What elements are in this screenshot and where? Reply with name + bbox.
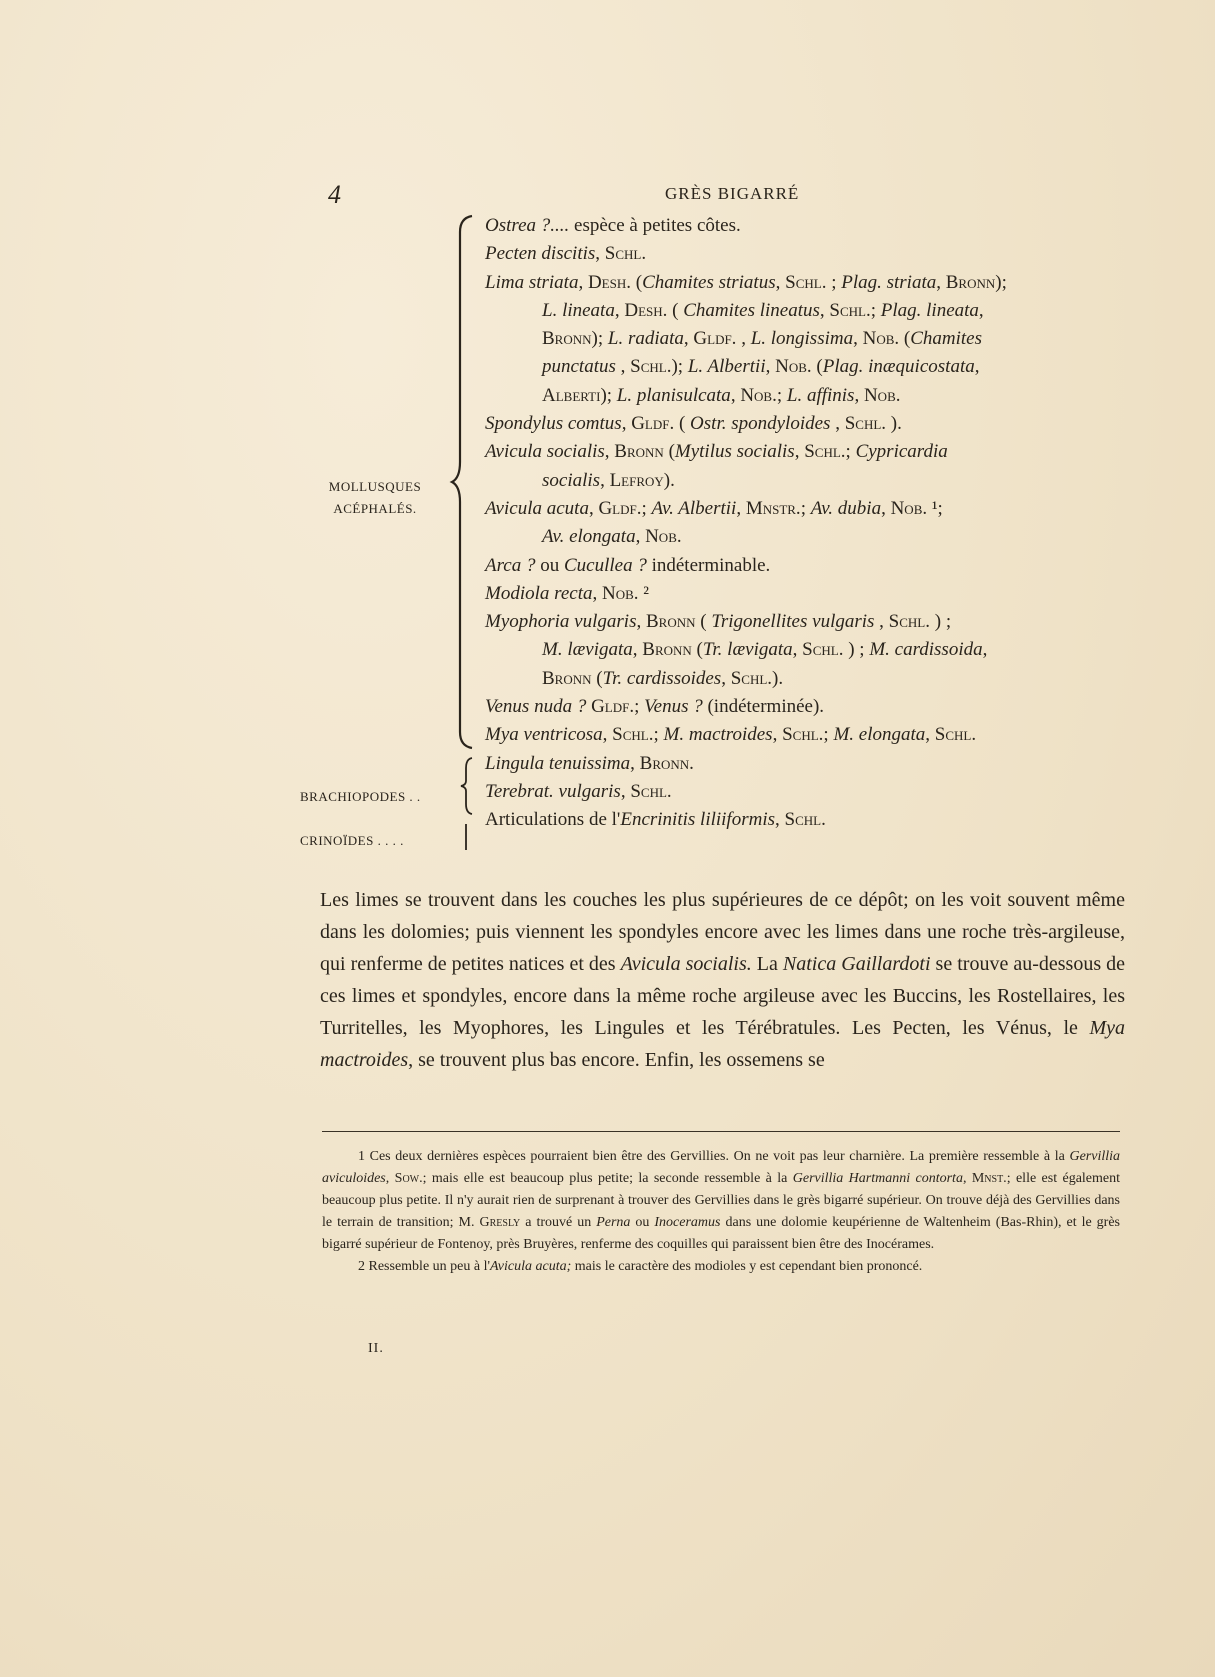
text-run: Mnst. (971, 1171, 1007, 1186)
species-entry (485, 382, 1135, 410)
text-run: , (962, 1171, 972, 1186)
text-run: , (925, 724, 935, 746)
text-run: Natica Gaillardoti (782, 953, 931, 975)
text-run: M. cardissoida (869, 639, 983, 661)
text-run: , (736, 328, 751, 350)
category-brachiopodes: BRACHIOPODES . . (300, 789, 421, 804)
text-run: ; (826, 271, 842, 293)
text-run: a trouvé un (520, 1215, 597, 1230)
species-entry (485, 297, 1135, 325)
text-run: Schl. (782, 724, 824, 746)
text-run: Venus nuda ? (485, 696, 587, 718)
page-number: 4 (328, 180, 341, 209)
text-run: Modiola recta (485, 582, 593, 604)
text-run: M. lævigata (542, 639, 633, 661)
text-run: Nob. (863, 384, 901, 406)
text-run: Gldf. (598, 497, 642, 519)
text-run: Gldf. (631, 413, 675, 435)
text-run: Schl. (630, 780, 672, 802)
category-crinoides: CRINOÏDES . . . . (300, 833, 404, 848)
text-run: Schl. (844, 413, 887, 435)
text-run: ); (591, 328, 608, 350)
category-mollusques (320, 476, 430, 520)
text-run: Nob. (775, 356, 812, 378)
brace-mollusques (448, 212, 478, 752)
text-run: 2 Ressemble un peu à l' (358, 1259, 490, 1274)
text-run: , (630, 752, 640, 774)
text-run: , se trouvent plus bas encore. Enfin, les ossemens se (408, 1049, 825, 1071)
text-run: 1 Ces deux dernières espèces pourraient bien être des Gervillies. On ne voit pas leur charnière. La première ressemble à la (358, 1149, 1070, 1164)
text-run: Bronn (542, 328, 592, 350)
text-run: ; (641, 497, 652, 519)
text-run: Gervillia aviculoides (322, 1149, 1120, 1186)
text-run: ( (899, 328, 911, 350)
species-entry (485, 438, 1135, 466)
text-run: La (751, 953, 783, 975)
text-run: , (982, 639, 988, 661)
text-run: Chamites striatus (642, 271, 776, 293)
text-run: , (604, 441, 615, 463)
text-run: Perna (596, 1215, 631, 1230)
text-run: , (853, 328, 863, 350)
text-run: Bronn (945, 271, 996, 293)
text-run: ; (653, 724, 664, 746)
text-run: Av. elongata (542, 526, 636, 548)
text-run: , (730, 384, 741, 406)
text-run: ¹; (927, 497, 943, 519)
text-run: Venus ? (644, 696, 703, 718)
species-entry (485, 806, 1135, 834)
text-run: ( (691, 639, 703, 661)
text-run: Bronn. (639, 752, 694, 774)
text-run: ² (638, 582, 649, 604)
text-run: Cypricardia (855, 441, 948, 463)
text-run: ( (667, 299, 684, 321)
text-run: L. Albertii (687, 356, 766, 378)
text-run: ( (674, 413, 691, 435)
text-run: Articulations de l' (485, 809, 621, 831)
text-run: , (595, 243, 605, 265)
text-run: Nob. (862, 328, 900, 350)
text-run: ; (776, 384, 787, 406)
text-run: ; (800, 497, 811, 519)
text-run: Avicula acuta; (490, 1259, 572, 1274)
text-run: Schl. (612, 724, 654, 746)
text-run: ; (634, 696, 645, 718)
text-run: Arca ? (485, 554, 536, 576)
text-run: L. longissima (750, 328, 854, 350)
text-run: ); (995, 271, 1007, 293)
text-run: , (794, 441, 805, 463)
text-run: Ostrea ?.... (485, 215, 570, 236)
text-run: Tr. lævigata (702, 639, 793, 661)
species-entry (485, 523, 1135, 551)
text-run: Chamites lineatus (683, 299, 820, 321)
text-run: ( (663, 441, 675, 463)
text-run: Schl. (730, 667, 773, 689)
text-run: Nob. (601, 582, 639, 604)
text-run: , (974, 356, 980, 378)
footnote-2 (322, 1256, 1120, 1278)
text-run: , (385, 1171, 395, 1186)
text-run: Inoceramus (654, 1215, 721, 1230)
species-entry (485, 693, 1135, 721)
text-run: Lima striata (485, 271, 579, 293)
text-run: Lingula tenuissima (485, 752, 631, 774)
species-entry (485, 240, 1135, 268)
text-run: Schl. (802, 639, 844, 661)
text-run: , (600, 469, 610, 491)
text-run: Av. Albertii (651, 497, 737, 519)
text-run: Gldf. (693, 328, 737, 350)
text-run: ; mais elle est beaucoup plus petite; la seconde ressemble à la (422, 1171, 793, 1186)
species-entry (485, 580, 1135, 608)
text-run: , (736, 497, 746, 519)
text-run: Schl. (804, 441, 846, 463)
text-run: ) ; (843, 639, 870, 661)
footnote-1 (322, 1146, 1120, 1256)
text-run: Schl. (604, 243, 647, 265)
text-run: Sow. (394, 1171, 423, 1186)
text-run: , (772, 724, 783, 746)
text-run: ; (870, 299, 881, 321)
text-run: Trigonellites vulgaris (711, 611, 875, 633)
text-run: Spondylus comtus (485, 413, 622, 435)
footnote-rule (322, 1131, 1120, 1132)
text-run: , (936, 271, 946, 293)
text-run: M. mactroides (663, 724, 773, 746)
brace-brachiopodes (458, 756, 478, 816)
species-entry (485, 665, 1135, 693)
text-run: ( (591, 667, 603, 689)
species-entry (485, 495, 1135, 523)
text-run: Mytilus socialis (674, 441, 795, 463)
text-run: ). (663, 469, 675, 491)
species-entry (485, 325, 1135, 353)
text-run: Gresly (479, 1215, 521, 1230)
category-mollusques-line1: MOLLUSQUES (328, 479, 422, 494)
species-entry (485, 353, 1135, 381)
species-list (485, 212, 1135, 835)
text-run: M. elongata (833, 724, 926, 746)
species-entry (485, 750, 1135, 778)
text-run: ( (811, 356, 823, 378)
text-run: , (874, 611, 889, 633)
text-run: Plag. lineata (880, 299, 979, 321)
text-run: ( (630, 271, 643, 293)
text-run: (indéterminée). (702, 696, 825, 718)
text-run: , (683, 328, 694, 350)
text-run: mais le caractère des modioles y est cependant bien prononcé. (571, 1259, 923, 1274)
text-run: Nob. (740, 384, 777, 406)
text-run: , (635, 526, 646, 548)
text-run: Encrinitis liliiformis (620, 809, 775, 831)
text-run: socialis (542, 469, 601, 491)
text-run: punctatus (542, 356, 616, 378)
text-run: Schl. (785, 271, 827, 293)
text-run: , (721, 667, 731, 689)
category-mollusques-line2: ACÉPHALÉS. (333, 501, 417, 516)
text-run: indéterminable. (646, 554, 771, 576)
text-run: , (765, 356, 776, 378)
text-run: Schl. (630, 356, 672, 378)
text-run: Desh. (624, 299, 668, 321)
text-run: L. radiata (607, 328, 684, 350)
species-entry (485, 778, 1135, 806)
text-run: , (614, 299, 625, 321)
species-entry (485, 467, 1135, 495)
text-run: ou (630, 1215, 655, 1230)
species-entry (485, 552, 1135, 580)
text-run: L. lineata (542, 299, 615, 321)
text-run: Nob. (890, 497, 928, 519)
text-run: , (830, 413, 845, 435)
text-run: Avicula socialis. (620, 953, 752, 975)
text-run: Mya ventricosa (485, 724, 603, 746)
text-run: , (819, 299, 830, 321)
text-run: ; elle est également beaucoup plus petite. Il n'y aurait rien de surprenant à trouver des Gervillies dans le grès bigarré supérieur. On trouve déjà des Gervillies dans le terrain de transition; M. (322, 1171, 1121, 1230)
text-run: , (636, 611, 646, 633)
text-run: ; (823, 724, 834, 746)
text-run: , (978, 299, 984, 321)
text-run: ); (671, 356, 688, 378)
text-run: ou (535, 554, 564, 576)
signature-mark: II. (368, 1341, 384, 1356)
text-run: , (602, 724, 613, 746)
species-entry (485, 721, 1135, 749)
text-run: Mya mactroides (320, 1017, 1125, 1071)
text-run: , (615, 356, 631, 378)
text-run: , (588, 497, 599, 519)
text-run: Gervillia Hartmanni contorta (792, 1171, 963, 1186)
text-run: Schl. (888, 611, 930, 633)
text-run: Pecten discitis (485, 243, 596, 265)
text-run: dans une dolomie keupérienne de Waltenheim (Bas-Rhin), et le grès bigarré supérieur de Fontenoy, près Bruyères, renferme des coquilles qui paraissent bien être des Inocérames. (322, 1215, 1121, 1252)
text-run: Myophoria vulgaris (485, 611, 637, 633)
text-run: ( (695, 611, 712, 633)
text-run: L. affinis (786, 384, 855, 406)
text-run: Alberti (542, 384, 601, 406)
text-run: ). (772, 667, 784, 689)
text-run: Bronn (645, 611, 696, 633)
species-entry (485, 636, 1135, 664)
running-title: GRÈS BIGARRÉ (665, 184, 800, 203)
page-header (300, 180, 1120, 210)
body-paragraph (320, 884, 1125, 1076)
text-run: Avicula acuta (485, 497, 589, 519)
text-run: Bronn (614, 441, 664, 463)
text-run: ) ; (930, 611, 952, 633)
species-entry (485, 608, 1135, 636)
text-run: Schl. (784, 809, 826, 831)
text-run: Av. dubia (810, 497, 882, 519)
text-run: ); (600, 384, 617, 406)
text-run: , (620, 780, 631, 802)
text-run: Bronn (542, 667, 592, 689)
text-run: Nob. (645, 526, 682, 548)
text-run: , (792, 639, 803, 661)
text-run: Terebrat. vulgaris (485, 780, 621, 802)
text-run: ; (845, 441, 856, 463)
text-run: , (592, 582, 602, 604)
text-run: , (775, 809, 785, 831)
species-entry (485, 212, 1135, 240)
text-run: Gldf. (591, 696, 635, 718)
text-run: Ostr. spondyloides (690, 413, 831, 435)
text-run: Plag. striata (841, 271, 937, 293)
text-run: Schl. (829, 299, 871, 321)
species-entry (485, 269, 1135, 297)
text-run: espèce à petites côtes. (569, 215, 741, 236)
text-run: ). (886, 413, 902, 435)
text-run: Les limes se trouvent dans les couches les plus supérieures de ce dépôt; on les voit souvent même dans les dolomies; puis viennent les spondyles encore avec les limes dans une roche très-argileuse, qui renferme de petites natices et des (320, 889, 1125, 975)
text-run: L. planisulcata (616, 384, 731, 406)
bar-crinoides (462, 822, 472, 852)
text-run: Avicula socialis (485, 441, 605, 463)
text-run: , (881, 497, 891, 519)
text-run: Bronn (642, 639, 692, 661)
species-entry (485, 410, 1135, 438)
text-run: , (854, 384, 864, 406)
text-run: Tr. cardissoides (602, 667, 722, 689)
text-run: Chamites (910, 328, 982, 350)
text-run: Lefroy (609, 469, 664, 491)
text-run: Cucullea ? (563, 554, 647, 576)
text-run: Plag. inæquicostata (822, 356, 975, 378)
footnotes (322, 1146, 1120, 1278)
text-run: , (621, 413, 632, 435)
text-run: , (578, 271, 588, 293)
text-run: , (775, 271, 786, 293)
text-run: Schl. (934, 724, 977, 746)
text-run: Mnstr. (745, 497, 801, 519)
text-run: , (632, 639, 643, 661)
text-run: se trouve au-dessous de ces limes et spondyles, encore dans la même roche argileuse avec les Buccins, les Rostellaires, les Turritelles, les Myophores, les Lingules et les Térébratules. Les Pecten, les Vénus, le (320, 953, 1126, 1039)
text-run: Desh. (587, 271, 631, 293)
